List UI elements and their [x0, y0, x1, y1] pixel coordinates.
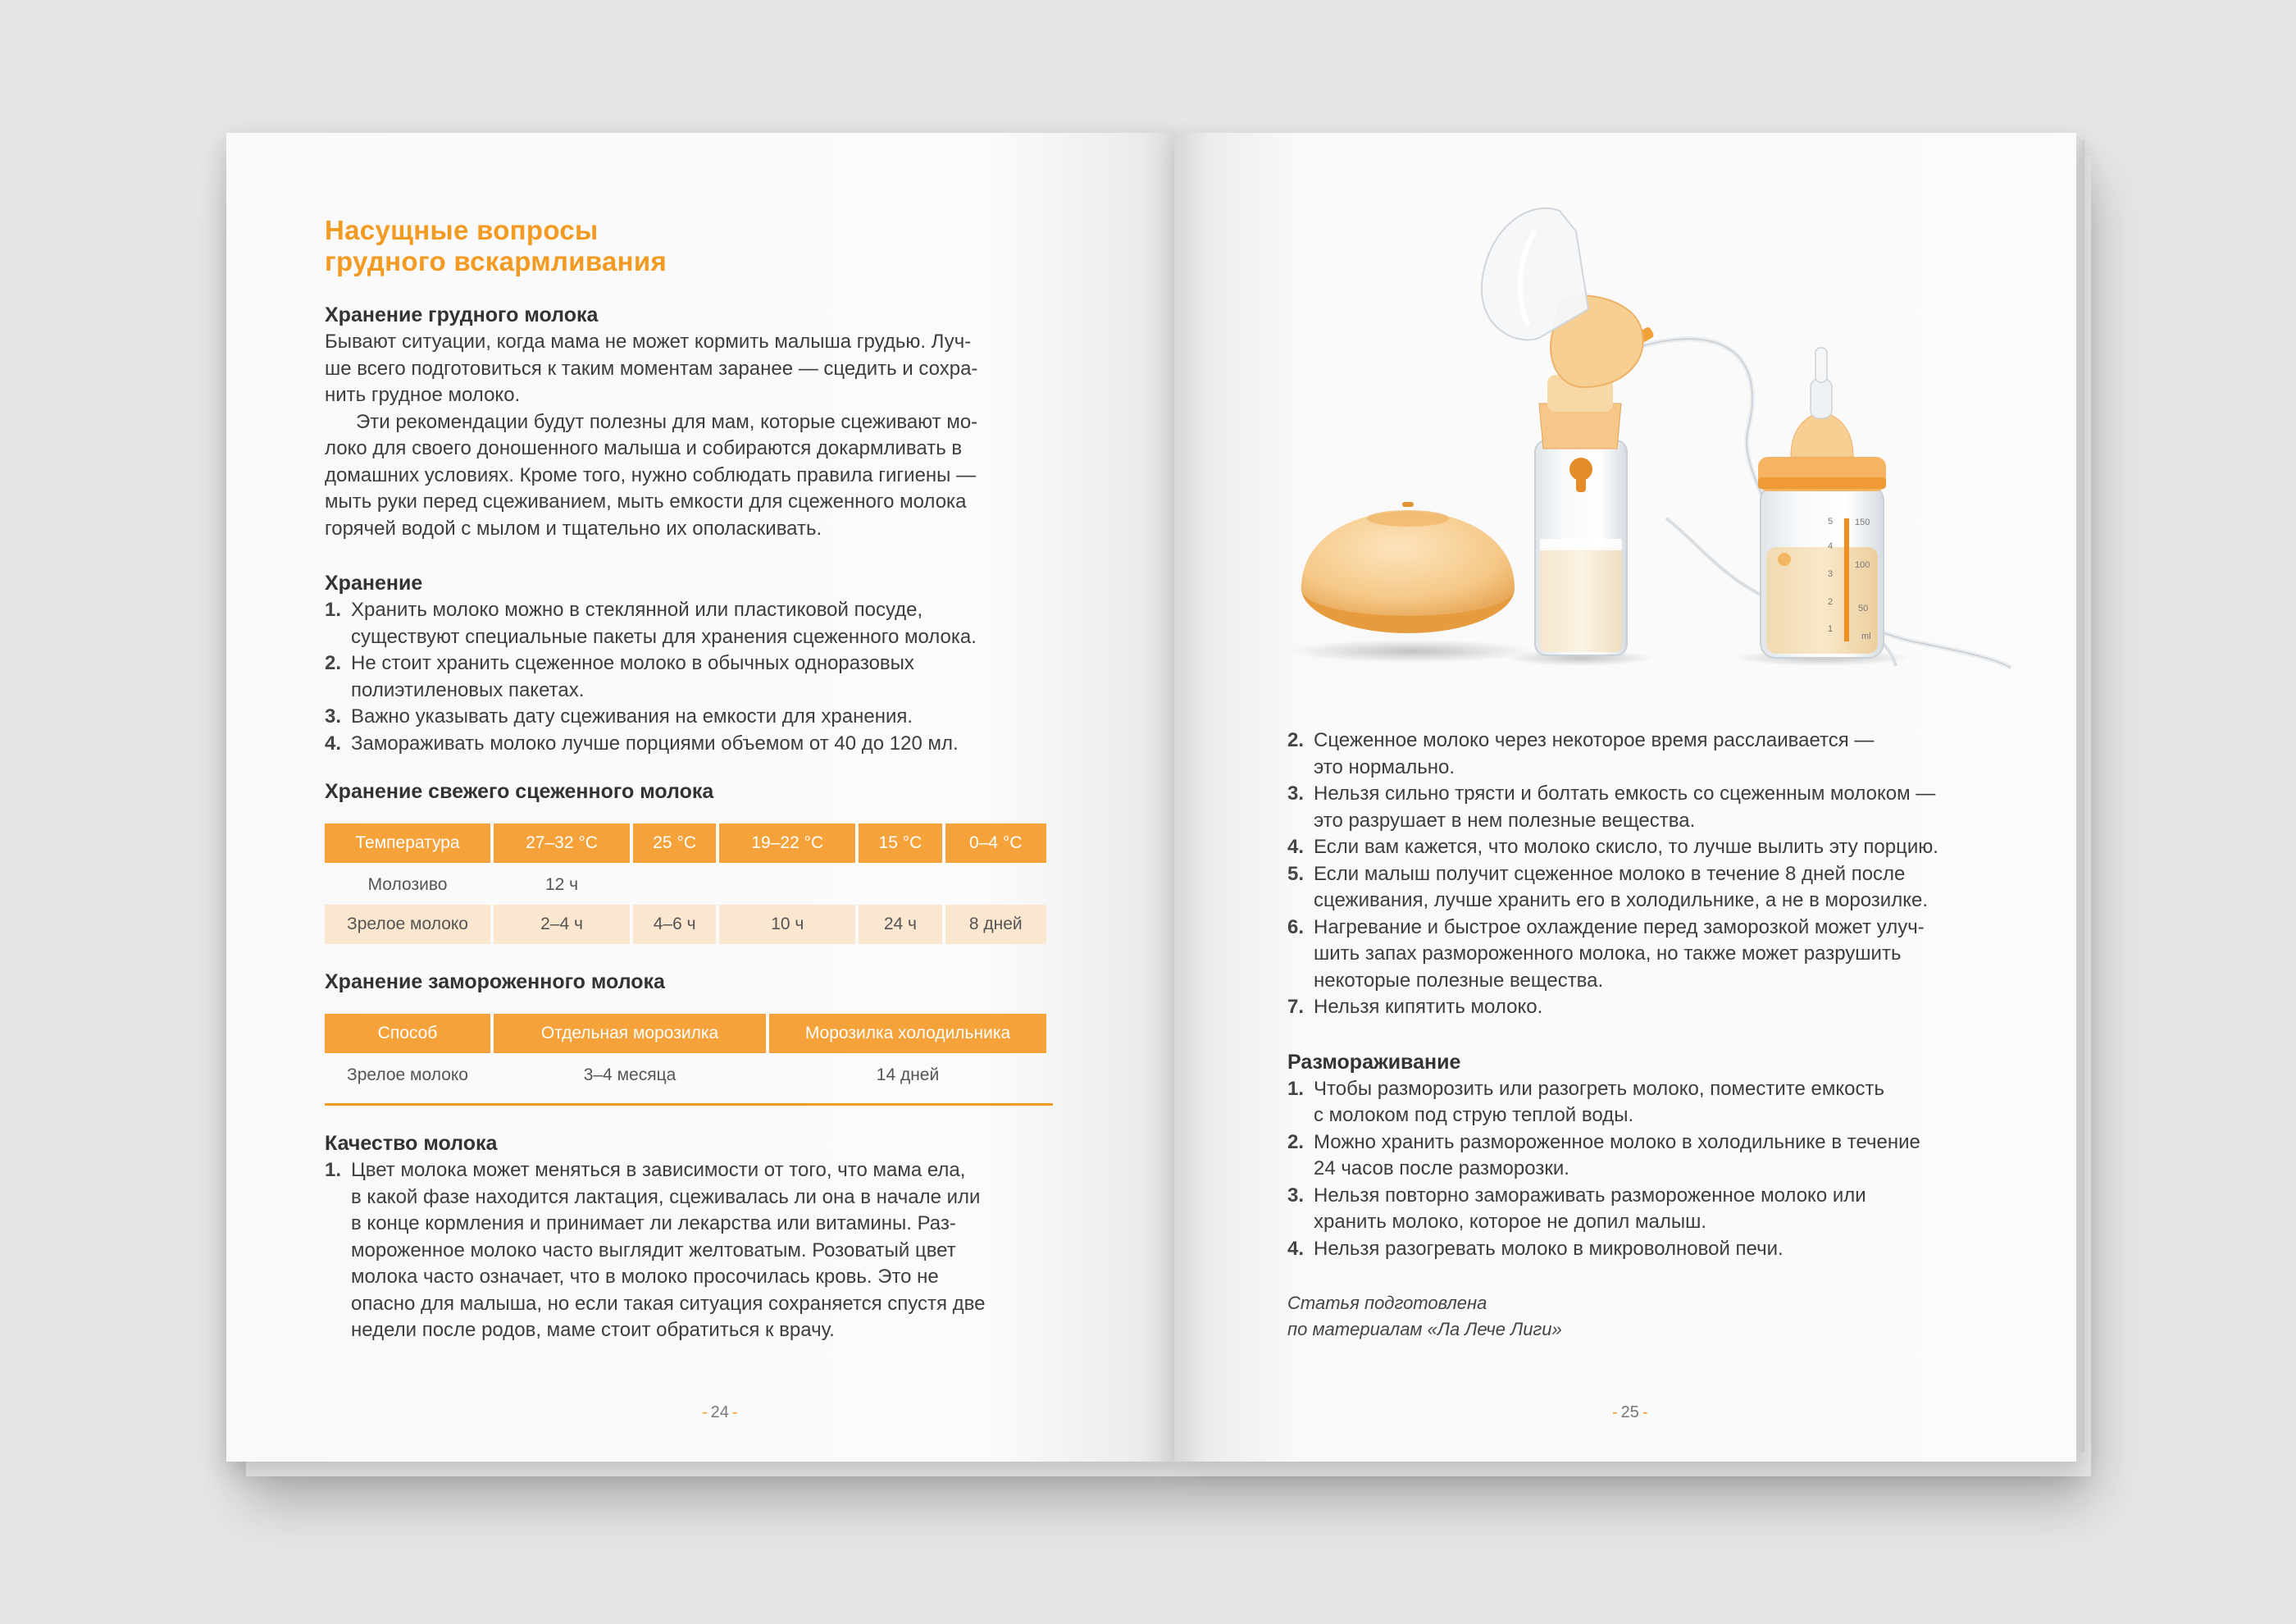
credit-line: по материалам «Ла Лече Лиги» — [1287, 1319, 1562, 1339]
table-header: Температура — [325, 823, 490, 865]
intro-line: Бывают ситуации, когда мама не может кормить малыша грудью. Луч- — [325, 331, 972, 353]
scale-number: 5 — [1828, 517, 1834, 527]
list-item: 2. Сцеженное молоко через некоторое время расслаивается — это нормально. — [1287, 729, 1875, 778]
table-cell: Зрелое молоко — [347, 1065, 468, 1084]
page-number: - 24 - — [702, 1403, 738, 1421]
storage2-heading: Хранение — [325, 572, 423, 595]
intro2-paragraph — [325, 409, 1053, 543]
table-cell — [945, 865, 1046, 905]
table-header: 27–32 °С — [494, 823, 630, 865]
list-item: 1. Чтобы разморозить или разогреть молоко, поместите емкость с молоком под струю теплой воды. — [1287, 1077, 1884, 1126]
scale-unit: ml — [1861, 632, 1871, 641]
table-row — [325, 1056, 1046, 1095]
article-credit — [1287, 1290, 2025, 1343]
quality-list — [325, 1157, 1053, 1344]
table-header: Морозилка холодильника — [769, 1014, 1046, 1056]
table-cell: 10 ч — [719, 905, 855, 944]
table-cell: 4–6 ч — [633, 905, 716, 944]
scale-number: 2 — [1828, 597, 1834, 607]
table-cell: Зрелое молоко — [325, 905, 490, 944]
intro-paragraph — [325, 329, 1053, 409]
title-line-1: Насущные вопросы — [325, 215, 599, 245]
list-item: 2. Не стоит хранить сцеженное молоко в обычных одноразовых полиэтиленовых пакетах. — [325, 652, 914, 701]
table-cell: 3–4 месяца — [583, 1065, 676, 1084]
quality-list-continued — [1287, 728, 2025, 1021]
scale-number: 1 — [1828, 624, 1834, 634]
table-header: 25 °С — [633, 823, 716, 865]
scale-number: 3 — [1828, 569, 1834, 579]
storage-heading: Хранение грудного молока — [325, 303, 599, 326]
table-header: 0–4 °С — [945, 823, 1046, 865]
table-header-row — [325, 823, 1046, 865]
list-item: 1. Хранить молоко можно в стеклянной или пластиковой посуде, существуют специальные пакеты для хранения сцеженного молока. — [325, 599, 977, 648]
list-item: 3. Нельзя сильно трясти и болтать емкость со сцеженным молоком — это разрушает в нем полезные вещества. — [1287, 782, 1936, 832]
table-header: Отдельная морозилка — [494, 1014, 766, 1056]
scale-number: 4 — [1828, 541, 1834, 551]
list-item: 3. Важно указывать дату сцеживания на емкости для хранения. — [325, 705, 913, 728]
intro-line: ше всего подготовиться к таким моментам заранее — сцедить и сохра- — [325, 357, 978, 380]
right-page-content — [1287, 728, 2025, 1343]
intro2-line: мыть руки перед сцеживанием, мыть емкости для сцеженного молока — [325, 490, 967, 513]
fresh-milk-table — [321, 823, 1050, 944]
table-header: 19–22 °С — [719, 823, 855, 865]
list-item: 3. Нельзя повторно замораживать размороженное молоко или хранить молоко, которое не допил малыш. — [1287, 1184, 1866, 1233]
quality-heading: Качество молока — [325, 1132, 498, 1155]
list-item: 1. Цвет молока может меняться в зависимости от того, что мама ела, в какой фазе находится лактация, сцеживалась ли она в начале или в конце кормления и принимает ли лекарства или витамины. Раз- мороженное молоко часто выглядит желтоватым. Розоватый цвет молока часто означает, что в молоко просочилась кровь. Это не опасно для малыша, но если такая ситуация сохраняется спустя две недели после родов, маме стоит обратиться к врачу. — [325, 1159, 986, 1341]
table-header: 15 °С — [859, 823, 941, 865]
table-cell: 8 дней — [945, 905, 1046, 944]
list-item: 2. Можно хранить размороженное молоко в холодильнике в течение 24 часов после разморозки. — [1287, 1130, 1920, 1179]
table-row — [325, 865, 1046, 905]
fresh-heading: Хранение свежего сцеженного молока — [325, 780, 714, 803]
list-item: 5. Если малыш получит сцеженное молоко в течение 8 дней после сцеживания, лучше хранить его в холодильнике, а не в морозилке. — [1287, 862, 1928, 911]
list-item: 4. Замораживать молоко лучше порциями объемом от 40 до 120 мл. — [325, 732, 959, 755]
table-cell — [719, 865, 855, 905]
title-line-2: грудного вскармливания — [325, 246, 667, 276]
list-item: 4. Если вам кажется, что молоко скисло, то лучше вылить эту порцию. — [1287, 836, 1938, 858]
intro2-line: локо для своего доношенного малыша и собираются докармливать в — [325, 437, 963, 459]
table-header-row — [325, 1014, 1046, 1056]
table-cell: Молозиво — [367, 875, 448, 894]
credit-line: Статья подготовлена — [1287, 1293, 1487, 1313]
scale-ml: 100 — [1855, 560, 1870, 570]
storage-list — [325, 597, 1053, 757]
list-item: 6. Нагревание и быстрое охлаждение перед заморозкой может улуч- шить запах размороженного молока, но также может разрушить некоторые полезные вещества. — [1287, 915, 1925, 992]
scale-ml: 50 — [1858, 604, 1869, 614]
list-item: 7. Нельзя кипятить молоко. — [1287, 996, 1543, 1018]
breast-pump-photo — [1174, 133, 2076, 723]
list-item: 4. Нельзя разогревать молоко в микроволновой печи. — [1287, 1237, 1784, 1260]
left-page-content — [325, 215, 1053, 1344]
table-header: Способ — [325, 1014, 490, 1056]
right-page — [1174, 133, 2076, 1462]
left-page — [226, 133, 1178, 1462]
frozen-heading: Хранение замороженного молока — [325, 970, 665, 993]
table-cell: 2–4 ч — [494, 905, 630, 944]
intro2-line: домашних условиях. Кроме того, нужно соблюдать правила гигиены — — [325, 463, 977, 486]
frozen-milk-table — [321, 1014, 1050, 1095]
table-cell: 14 дней — [876, 1065, 940, 1084]
table-cell: 12 ч — [544, 875, 579, 894]
thaw-heading: Размораживание — [1287, 1050, 1461, 1074]
table-row — [325, 905, 1046, 944]
intro-line: нить грудное молоко. — [325, 384, 521, 406]
intro2-line: Эти рекомендации будут полезны для мам, которые сцеживают мо- — [356, 410, 978, 433]
intro2-line: горячей водой с мылом и тщательно их ополаскивать. — [325, 517, 822, 540]
page-number: - 25 - — [1612, 1403, 1648, 1421]
table-cell: 24 ч — [859, 905, 941, 944]
scale-ml: 150 — [1855, 518, 1870, 527]
table-cell — [859, 865, 941, 905]
table-cell — [633, 865, 716, 905]
page-title — [325, 215, 1053, 277]
thaw-list — [1287, 1076, 2025, 1263]
